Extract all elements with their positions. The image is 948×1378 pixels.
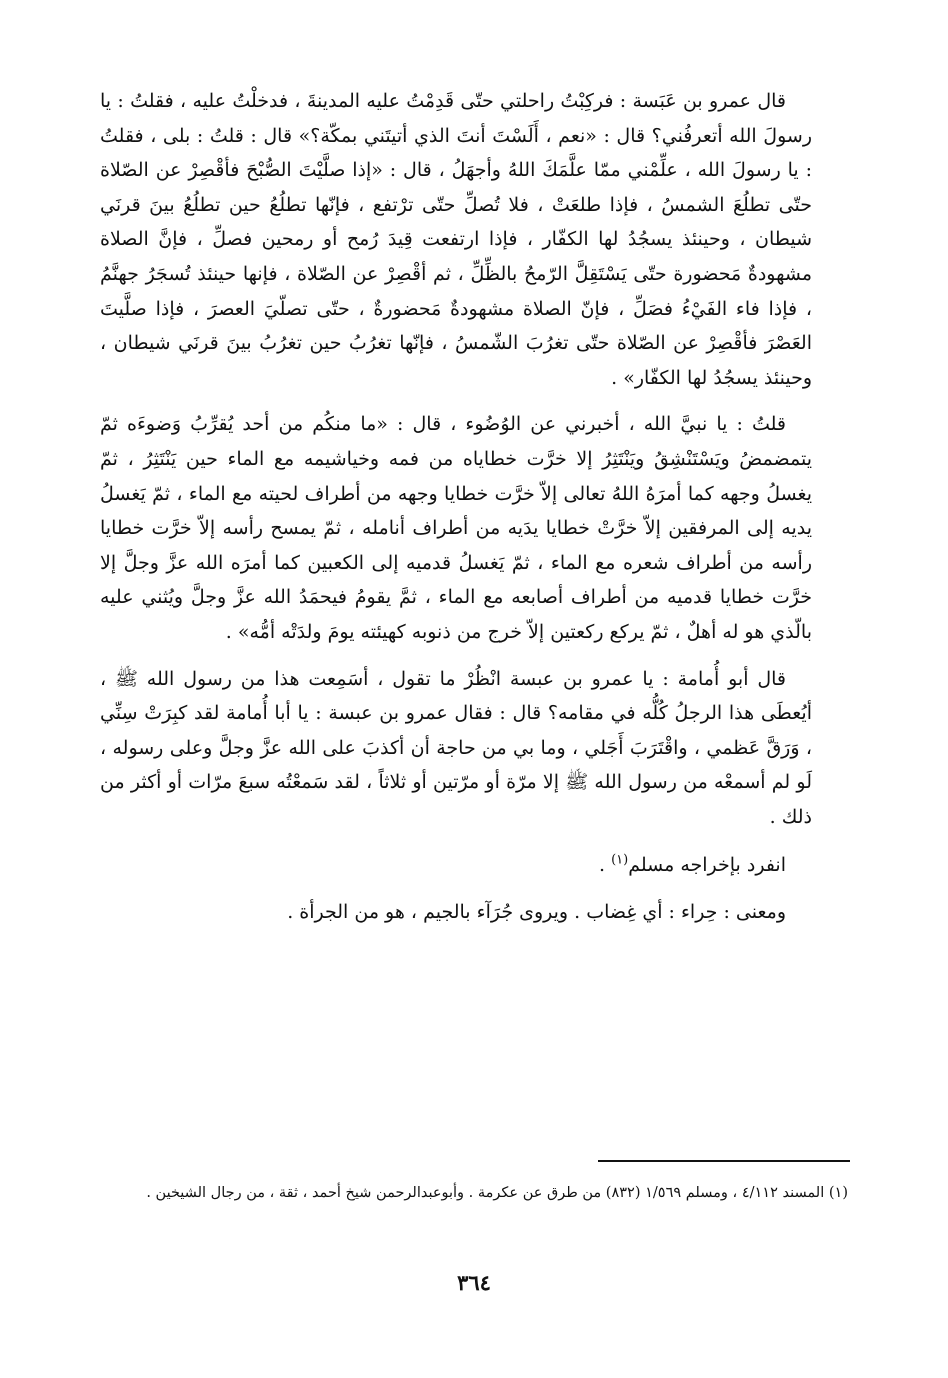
reference-note: [100, 848, 812, 883]
meaning-note: ومعنى : حِراء : أي غِضاب . ويروى جُرَآء بالجيم ، هو من الجرأة .: [287, 901, 786, 924]
reference-note-trailing: .: [598, 854, 612, 877]
paragraph-abu-umama: قال أبو أُمامة : يا عمرو بن عبسة انْظُرْ ما تقول ، أسَمِعت هذا من رسول الله ﷺ ، أيُعطَى هذا الرجلُ كُلُّه في مقامه؟ قال : فقال عمرو بن عبسة : يا أبا أُمامة لقد كبِرَتْ سِنِّي ، وَرَقَّ عَظمي ، واقْتَرَبَ أَجَلي ، وما بي من حاجة أن أكذبَ على الله عزَّ وجلَّ وعلى رسوله ، لَو لم أسمعْه من رسول الله ﷺ إلا مرّة أو مرّتين أو ثلاثاً ، لقد سَمعْتُه سبعَ مرّات أو أكثر من ذلك .: [100, 667, 812, 828]
reference-note-text: انفرد بإخراجه مسلم: [628, 854, 786, 877]
paragraph-wudu: قلتُ : يا نبيَّ الله ، أخبرني عن الوُضُوء ، قال : «ما منكُم من أحد يُقرِّبُ وَضوءَه ثمّ يتمضمضُ ويَسْتَنْشِقُ ويَنْتَثِرُ إلا خرَّت خطاياه من فمه وخياشيمه مع الماء حين يَنْتَثِرُ ، ثمّ يغسلُ وجهه كما أمرَهُ اللهُ تعالى إلاّ خرَّت خطايا وجهه من أطراف لحيته مع الماء ، ثمّ يَغسلُ يديه إلى المرفقين إلاّ خرَّتْ خطايا يدَيه من أطراف أنامله ، ثمّ يمسح رأسه إلاّ خرَّت خطايا رأسه من أطراف شعره مع الماء ، ثمّ يَغسلُ قدميه إلى الكعبين كما أمرَه الله عزَّ وجلَّ إلا خرَّت خطايا قدميه من أطراف أصابعه مع الماء ، ثمَّ يقومُ فيحمَدُ الله عزَّ وجلَّ ويُثني عليه بالّذي هو له أهلٌ ، ثمّ يركع ركعتين إلاّ خرج من ذنوبه كهيئته يومَ ولدَتْه أمُّه» .: [100, 413, 812, 643]
footnote: (١) المسند ٤/١١٢ ، ومسلم ١/٥٦٩ (٨٣٢) من طرق عن عكرمة . وأبوعبدالرحمن شيخ أحمد ، ثقة ، من رجال الشيخين .: [146, 1185, 848, 1201]
footnote-divider: [598, 1160, 850, 1162]
main-text: [100, 84, 812, 930]
footnote-marker[interactable]: (١): [611, 853, 629, 869]
paragraph-amr-ibn-abasa: قال عمرو بن عَبَسة : فركِبْتُ راحلتي حتّى قَدِمْتُ عليه المدينةَ ، فدخلْتُ عليه ، فقلتُ : يا رسولَ الله أتعرفُني؟ قال : «نعم ، أَلَسْتَ أنتَ الذي أتيتَني بمكّة؟» قال : قلتُ : بلى ، فقلتُ : يا رسولَ الله ، علِّمْني ممّا علَّمَكَ اللهُ وأجهَلُ ، قال : «إذا صلَّيْتَ الصُّبْحَ فأقْصِرْ عن الصّلاة حتّى تطلُعَ الشمسُ ، فإذا طلعَتْ ، فلا تُصلِّ حتّى ترْتفع ، فإنّها تطلُعُ حين تطلُعُ بينَ قرنَي شيطان ، وحينئذ يسجُدُ لها الكفّار ، فإذا ارتفعت قِيدَ رُمح أو رمحين فصلِّ ، فإنَّ الصلاة مشهودةٌ مَحضورة حتّى يَسْتَقِلَّ الرّمحُ بالظِّلِّ ، ثم أقْصِرْ عن الصّلاة ، فإنها حينئذ تُسجَرُ جهنَّمُ ، فإذا فاء الفَيْءُ فصَلِّ ، فإنّ الصلاة مشهودةٌ مَحضورةٌ ، حتّى تصلّيَ العصرَ ، فإذا صلَّيتَ العَصْرَ فأقْصِرْ عن الصّلاة حتّى تغرُبَ الشّمسُ ، فإنّها تغرُبُ حين تغرُبُ بينَ قرنَي شيطان ، وحينئذ يسجُدُ لها الكفّار» .: [100, 90, 812, 389]
page-number: ٣٦٤: [457, 1270, 491, 1295]
